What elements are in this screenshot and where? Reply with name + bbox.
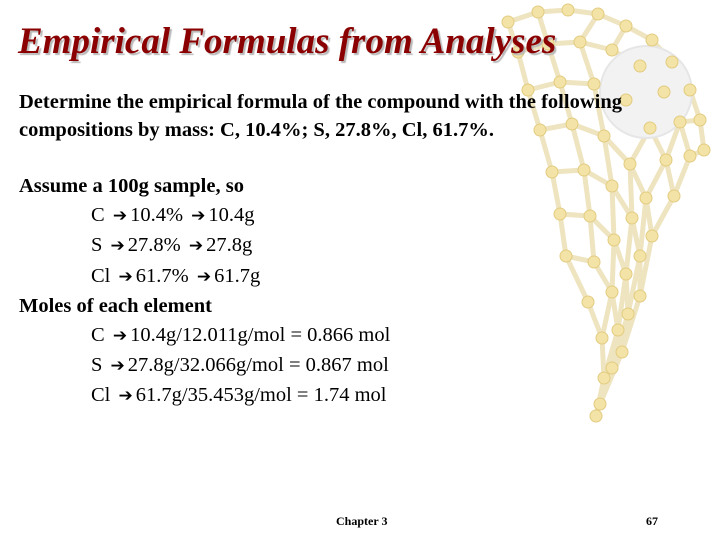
fullerene-atom — [666, 56, 678, 68]
fullerene-bond — [584, 170, 590, 216]
fullerene-atom — [684, 150, 696, 162]
assume-heading: Assume a 100g sample, so — [19, 175, 244, 197]
percent-value: 27.8% — [127, 234, 181, 257]
mole-calculation: 10.4g/12.011g/mol = 0.866 mol — [130, 324, 391, 347]
right-arrow-icon: ➔ — [118, 266, 133, 287]
right-arrow-icon: ➔ — [110, 236, 125, 257]
right-arrow-icon: ➔ — [112, 326, 128, 347]
fullerene-atom — [560, 250, 572, 262]
fullerene-atom — [640, 192, 652, 204]
right-arrow-icon: ➔ — [191, 206, 206, 227]
mass-value: 27.8g — [206, 234, 253, 257]
right-arrow-icon: ➔ — [110, 356, 125, 377]
element-symbol: Cl — [91, 384, 111, 407]
fullerene-atom — [546, 166, 558, 178]
fullerene-atom — [620, 268, 632, 280]
element-symbol: Cl — [91, 264, 111, 287]
fullerene-atom — [612, 324, 624, 336]
mole-calculation: 61.7g/35.453g/mol = 1.74 mol — [135, 384, 387, 407]
fullerene-atom — [622, 308, 634, 320]
fullerene-atom — [554, 208, 566, 220]
mass-value: 61.7g — [214, 264, 261, 287]
element-symbol: S — [91, 234, 103, 257]
page-number: 67 — [646, 514, 658, 528]
fullerene-bond — [612, 240, 614, 292]
mass-line — [19, 231, 390, 261]
fullerene-atom — [554, 76, 566, 88]
fullerene-atom — [584, 210, 596, 222]
fullerene-atom — [698, 144, 710, 156]
fullerene-atom — [606, 180, 618, 192]
percent-value: 10.4% — [130, 204, 184, 227]
fullerene-atom — [590, 410, 602, 422]
fullerene-bond — [626, 218, 632, 274]
fullerene-atom — [646, 230, 658, 242]
mole-line — [19, 351, 390, 381]
fullerene-atom — [532, 6, 544, 18]
mole-calculation: 27.8g/32.066g/mol = 0.867 mol — [127, 354, 389, 377]
right-arrow-icon: ➔ — [188, 236, 204, 257]
footer-chapter: Chapter 3 — [336, 514, 388, 528]
fullerene-bond — [612, 186, 614, 240]
mole-line — [19, 381, 390, 411]
fullerene-atom — [606, 286, 618, 298]
fullerene-bond — [566, 256, 588, 302]
fullerene-atom — [598, 372, 610, 384]
fullerene-atom — [582, 296, 594, 308]
fullerene-atom — [660, 154, 672, 166]
fullerene-atom — [606, 362, 618, 374]
mass-value: 10.4g — [208, 204, 255, 227]
fullerene-atom — [592, 8, 604, 20]
right-arrow-icon: ➔ — [196, 266, 212, 287]
fullerene-bond — [580, 42, 594, 84]
fullerene-atom — [594, 398, 606, 410]
solution-body — [19, 172, 390, 412]
fullerene-atom — [596, 332, 608, 344]
mass-line — [19, 262, 390, 292]
fullerene-atom — [562, 4, 574, 16]
fullerene-atom — [588, 256, 600, 268]
fullerene-atom — [646, 34, 658, 46]
moles-heading: Moles of each element — [19, 294, 212, 317]
fullerene-atom — [608, 234, 620, 246]
fullerene-atom — [578, 164, 590, 176]
right-arrow-icon: ➔ — [112, 206, 128, 227]
right-arrow-icon: ➔ — [118, 386, 133, 407]
fullerene-atom — [634, 60, 646, 72]
element-symbol: C — [91, 324, 105, 347]
fullerene-atom — [606, 44, 618, 56]
fullerene-atom — [620, 20, 632, 32]
element-symbol: C — [91, 204, 105, 227]
problem-statement: Determine the empirical formula of the compound with the following compositions by mass: C, 10.4%; S, 27.8%, Cl, 61.7%. — [19, 91, 622, 141]
element-symbol: S — [91, 354, 103, 377]
fullerene-atom — [634, 250, 646, 262]
fullerene-bond — [630, 164, 632, 218]
slide-title: Empirical Formulas from Analyses — [18, 21, 557, 62]
fullerene-atom — [634, 290, 646, 302]
fullerene-bond — [652, 196, 674, 236]
fullerene-atom — [626, 212, 638, 224]
fullerene-atom — [668, 190, 680, 202]
fullerene-bond — [640, 198, 646, 256]
fullerene-atom — [574, 36, 586, 48]
mole-line — [19, 321, 390, 351]
fullerene-atom — [616, 346, 628, 358]
percent-value: 61.7% — [135, 264, 189, 287]
fullerene-bond — [602, 292, 612, 338]
mass-line — [19, 201, 390, 231]
fullerene-atom — [624, 158, 636, 170]
